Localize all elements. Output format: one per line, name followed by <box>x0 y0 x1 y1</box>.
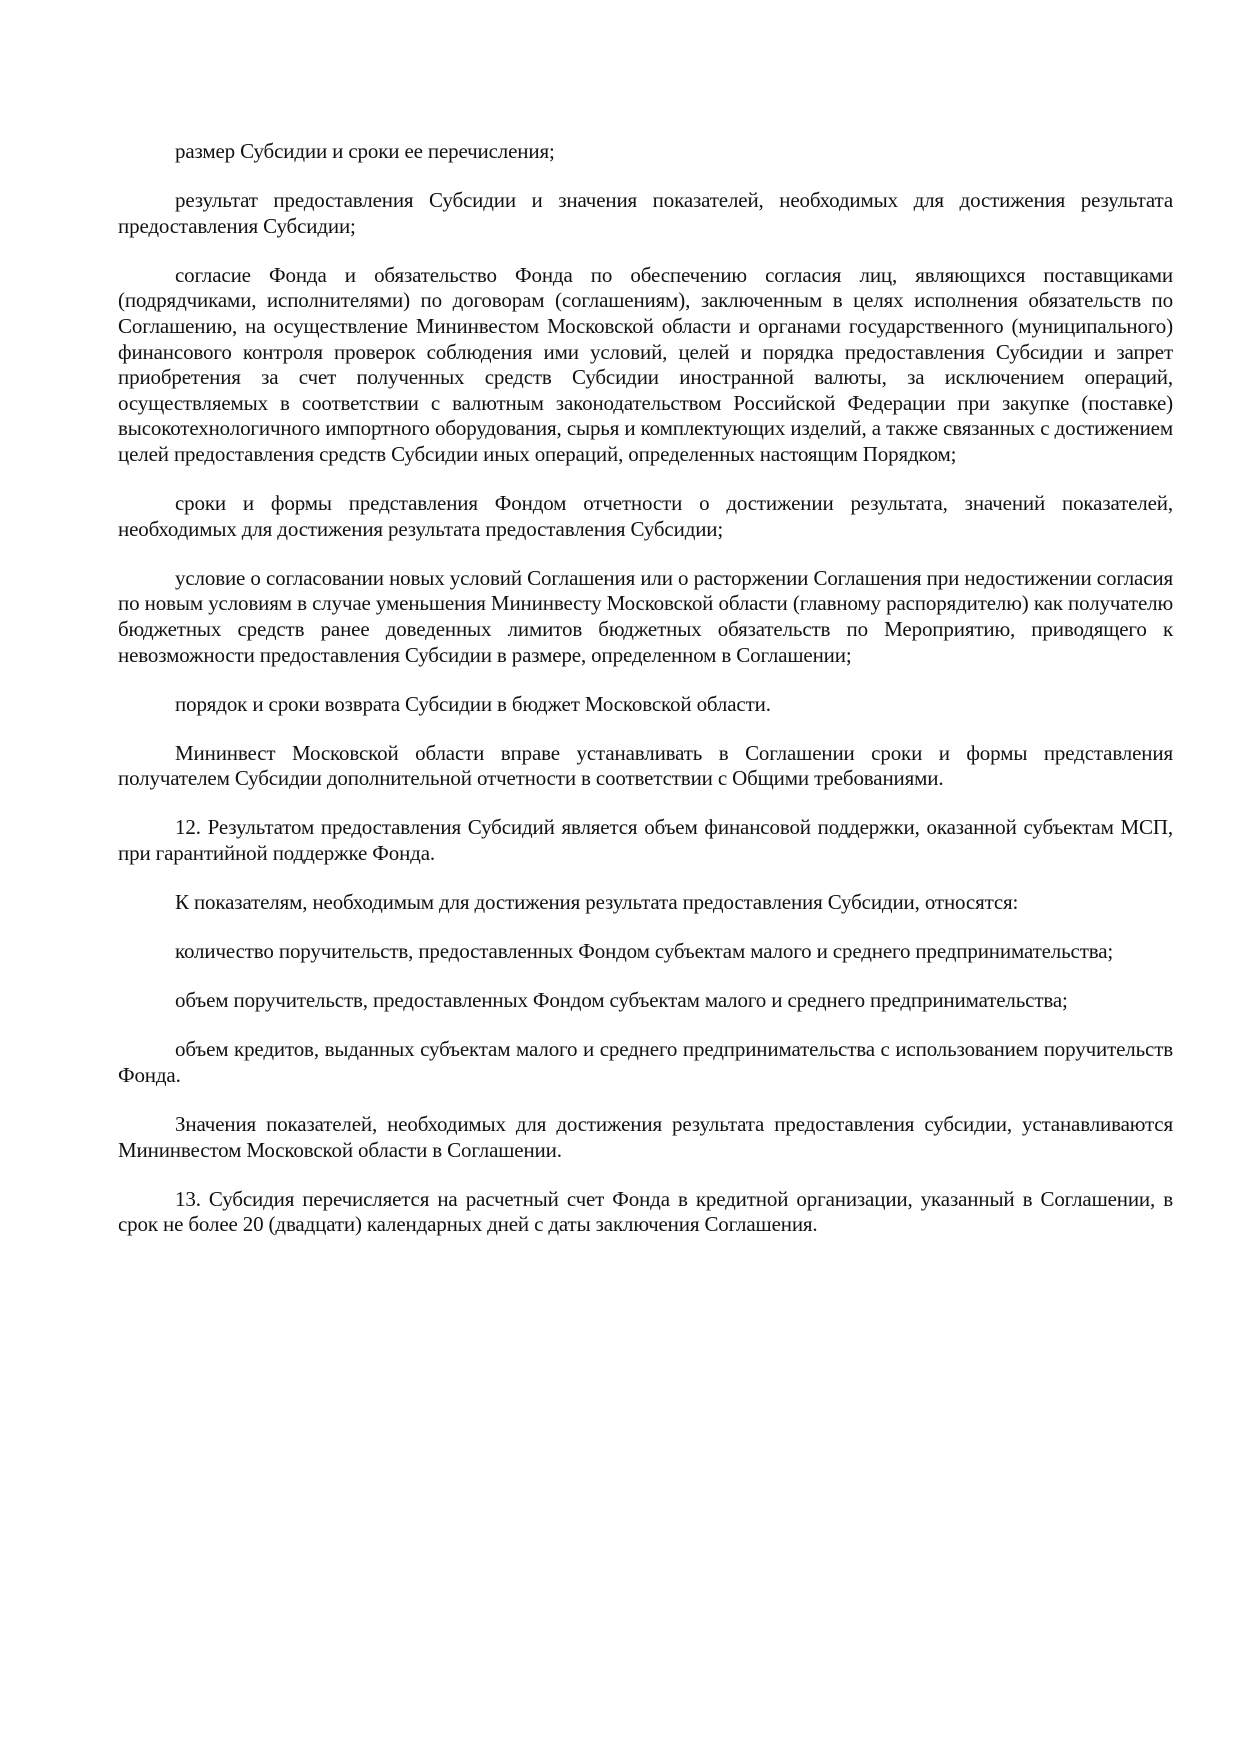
paragraph: порядок и сроки возврата Субсидии в бюджет Московской области. <box>175 691 771 716</box>
paragraph: условие о согласовании новых условий Соглашения или о расторжении Соглашения при недостижении согласия по новым условиям в случае уменьшения Мининвесту Московской области (главному распорядителю) как получателю бюджетных средств ранее доведенных лимитов бюджетных обязательств по Мероприятию, приводящего к невозможности предоставления Субсидии в размере, определенном в Соглашении; <box>118 565 1173 667</box>
paragraph: объем поручительств, предоставленных Фондом субъектам малого и среднего предпринимательства; <box>175 988 1068 1013</box>
paragraph: 13. Субсидия перечисляется на расчетный счет Фонда в кредитной организации, указанный в Соглашении, в срок не более 20 (двадцати) календарных дней с даты заключения Соглашения. <box>118 1186 1173 1237</box>
paragraph: объем кредитов, выданных субъектам малого и среднего предпринимательства с использованием поручительств Фонда. <box>118 1037 1173 1087</box>
paragraph: Значения показателей, необходимых для достижения результата предоставления субсидии, устанавливаются Мининвестом Московской области в Соглашении. <box>118 1112 1173 1162</box>
paragraph: количество поручительств, предоставленных Фондом субъектам малого и среднего предпринимательства; <box>175 939 1114 964</box>
paragraph: сроки и формы представления Фондом отчетности о достижении результата, значений показателей, необходимых для достижения результата предоставления Субсидии; <box>118 491 1173 541</box>
paragraph: Мининвест Московской области вправе устанавливать в Соглашении сроки и формы представления получателем Субсидии дополнительной отчетности в соответствии с Общими требованиями. <box>118 740 1173 791</box>
paragraph: К показателям, необходимым для достижения результата предоставления Субсидии, относятся: <box>175 890 1019 915</box>
paragraph: результат предоставления Субсидии и значения показателей, необходимых для достижения результата предоставления Субсидии; <box>118 188 1173 238</box>
paragraph: 12. Результатом предоставления Субсидий является объем финансовой поддержки, оказанной субъектам МСП, при гарантийной поддержке Фонда. <box>118 815 1173 865</box>
document-page <box>118 139 1173 1261</box>
paragraph: согласие Фонда и обязательство Фонда по обеспечению согласия лиц, являющихся поставщиками (подрядчиками, исполнителями) по договорам (соглашениям), заключенным в целях исполнения обязательств по Соглашению, на осуществление Мининвестом Московской области и органами государственного (муниципального) финансового контроля проверок соблюдения ими условий, целей и порядка предоставления Субсидии и запрет приобретения за счет полученных средств Субсидии иностранной валюты, за исключением операций, осуществляемых в соответствии с валютным законодательством Российской Федерации при закупке (поставке) высокотехнологичного импортного оборудования, сырья и комплектующих изделий, а также связанных с достижением целей предоставления средств Субсидии иных операций, определенных настоящим Порядком; <box>118 262 1173 466</box>
paragraph: размер Субсидии и сроки ее перечисления; <box>175 139 555 163</box>
